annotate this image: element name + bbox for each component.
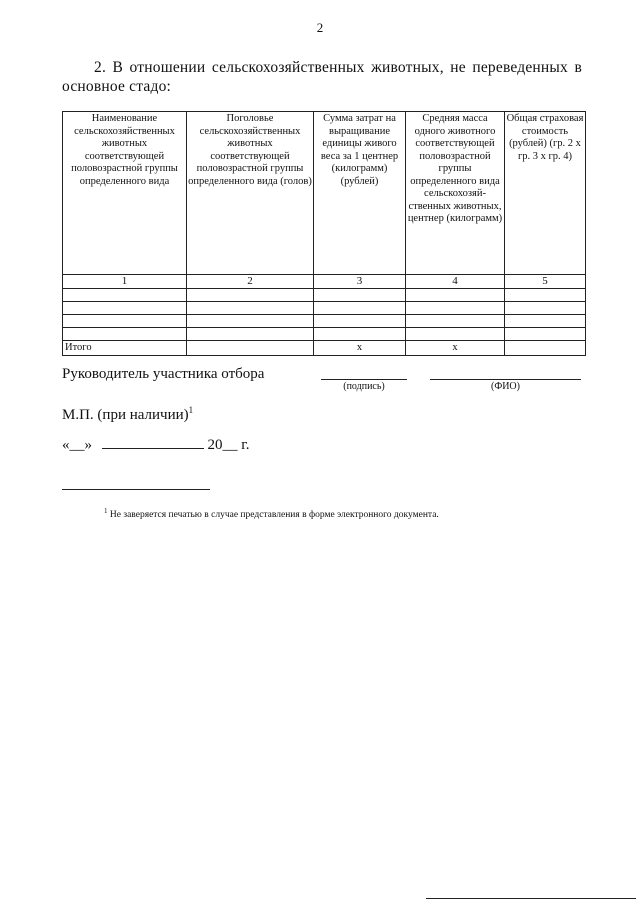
total-cell: x xyxy=(406,341,505,356)
header-cell-head-count: Поголовье сельскохозяйственных животных соответствующей половозрастной группы определенного вида (голов) xyxy=(187,112,314,275)
table-cell xyxy=(314,289,406,302)
table-header-row xyxy=(63,112,586,275)
table-cell xyxy=(63,302,187,315)
footnote-mark: 1 xyxy=(104,507,108,515)
table-cell xyxy=(63,328,187,341)
total-row xyxy=(63,341,586,356)
total-label: Итого xyxy=(63,341,187,356)
table-cell xyxy=(406,289,505,302)
table-cell xyxy=(505,289,586,302)
column-number-row xyxy=(63,275,586,289)
page-number: 2 xyxy=(316,20,324,35)
table-cell xyxy=(406,315,505,328)
intro-paragraph: 2. В отношении сельскохозяйственных животных, не переведенных в основное стадо: xyxy=(62,59,582,95)
table-cell xyxy=(63,289,187,302)
signer-label: Руководитель участника отбора xyxy=(62,366,265,382)
date-close-quote: » xyxy=(84,437,92,453)
table-cell xyxy=(187,302,314,315)
total-cell: x xyxy=(314,341,406,356)
table-row xyxy=(63,315,586,328)
footnote xyxy=(104,507,439,520)
table-cell xyxy=(406,328,505,341)
column-number: 2 xyxy=(187,275,314,289)
signature-caption: (подпись) xyxy=(343,381,385,392)
table-cell xyxy=(314,328,406,341)
header-cell-total-insured-value: Общая страховая стоимость (рублей) (гр. 2 x гр. 3 x гр. 4) xyxy=(505,112,586,275)
column-number: 3 xyxy=(314,275,406,289)
table-cell xyxy=(187,289,314,302)
date-year-blank[interactable]: __ xyxy=(222,437,238,453)
table-cell xyxy=(187,328,314,341)
total-cell xyxy=(187,341,314,356)
footnote-text: Не заверяется печатью в случае представления в форме электронного документа. xyxy=(109,510,439,521)
signature-line[interactable] xyxy=(321,379,407,380)
footnote-divider xyxy=(62,489,210,490)
date-year-prefix: 20 xyxy=(207,437,223,453)
column-number: 5 xyxy=(505,275,586,289)
date-month-blank[interactable] xyxy=(102,436,204,449)
full-name-line[interactable] xyxy=(430,379,581,380)
table-cell xyxy=(505,328,586,341)
header-cell-animal-name: Наименование сельскохозяйственных животных соответствующей половозрастной группы определенного вида xyxy=(63,112,187,275)
table-row xyxy=(63,289,586,302)
header-cell-average-weight: Средняя масса одного животного соответствующей половозрастной группы определенного вида сельскохозяй-ственных животных, центнер (килограмм) xyxy=(406,112,505,275)
seal-label xyxy=(62,405,193,424)
full-name-caption: (ФИО) xyxy=(490,381,520,392)
bottom-divider xyxy=(426,898,636,899)
header-cell-cost-per-unit: Сумма затрат на выращивание единицы живого веса за 1 центнер (килограмм) (рублей) xyxy=(314,112,406,275)
livestock-table xyxy=(62,111,586,356)
table-row xyxy=(63,328,586,341)
table-cell xyxy=(187,315,314,328)
table-row xyxy=(63,302,586,315)
date-open-quote: « xyxy=(62,437,70,453)
footnote-reference: 1 xyxy=(188,405,194,415)
table-cell xyxy=(505,315,586,328)
table-cell xyxy=(406,302,505,315)
column-number: 4 xyxy=(406,275,505,289)
date-day-blank[interactable]: __ xyxy=(69,437,85,453)
date-year-suffix: г. xyxy=(241,437,250,453)
table-cell xyxy=(314,315,406,328)
seal-text: М.П. (при наличии) xyxy=(62,407,189,423)
column-number: 1 xyxy=(63,275,187,289)
total-cell xyxy=(505,341,586,356)
date-field xyxy=(62,436,249,454)
table-cell xyxy=(63,315,187,328)
table-cell xyxy=(314,302,406,315)
table-cell xyxy=(505,302,586,315)
